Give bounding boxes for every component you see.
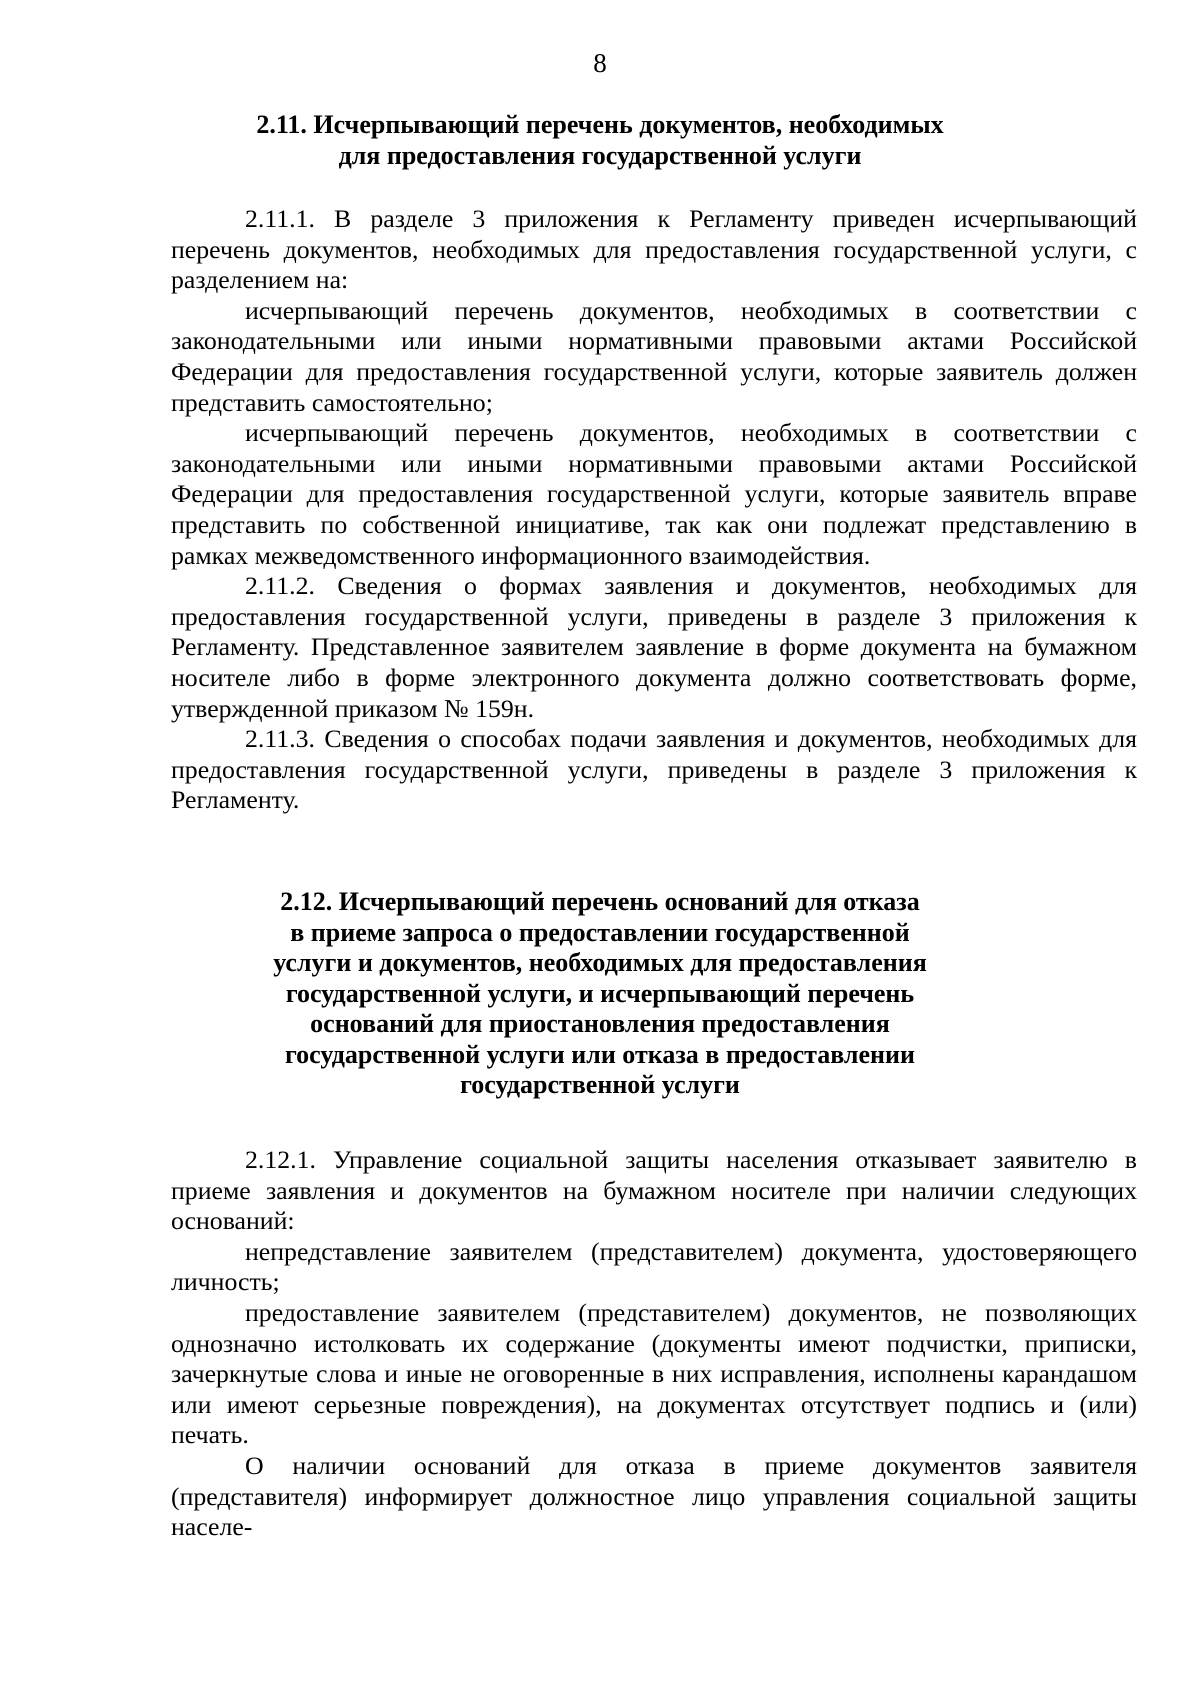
- list-item-optional-documents: исчерпывающий перечень документов, необходимых в соответствии с законодательными или иными нормативными правовыми актами Российской Федерации для предоставления государственной услуги, которые заявитель вправе представить по собственной инициативе, так как они подлежат представлению в рамках межведомственного информационного взаимодействия.: [171, 418, 1137, 570]
- section-heading-2-12: [0, 887, 1200, 1101]
- heading-line: оснований для приостановления предоставления: [310, 1009, 890, 1038]
- paragraph-2-11-1: 2.11.1. В разделе 3 приложения к Регламенту приведен исчерпывающий перечень документов, необходимых для предоставления государственной услуги, с разделением на:: [171, 204, 1137, 295]
- list-item-mandatory-documents: исчерпывающий перечень документов, необходимых в соответствии с законодательными или иными нормативными правовыми актами Российской Федерации для предоставления государственной услуги, которые заявитель должен представить самостоятельно;: [171, 295, 1137, 417]
- paragraph-2-11-3: 2.11.3. Сведения о способах подачи заявления и документов, необходимых для предоставления государственной услуги, приведены в разделе 3 приложения к Регламенту.: [171, 724, 1137, 815]
- paragraph-2-11-2: 2.11.2. Сведения о формах заявления и документов, необходимых для предоставления государственной услуги, приведены в разделе 3 приложения к Регламенту. Представленное заявителем заявление в форме документа на бумажном носителе либо в форме электронного документа должно соответствовать форме, утвержденной приказом № 159н.: [171, 571, 1137, 723]
- section-heading-2-11: [0, 110, 1200, 171]
- heading-line: услуги и документов, необходимых для предоставления: [273, 948, 927, 977]
- heading-line: в приеме запроса о предоставлении государственной: [290, 917, 910, 947]
- heading-line: 2.12. Исчерпывающий перечень оснований для отказа: [280, 887, 920, 916]
- page-number: 8: [593, 48, 607, 78]
- heading-line: 2.11. Исчерпывающий перечень документов, необходимых: [256, 110, 944, 139]
- heading-line: государственной услуги: [460, 1070, 740, 1099]
- paragraph-2-12-1: 2.12.1. Управление социальной защиты населения отказывает заявителю в приеме заявления и документов на бумажном носителе при наличии следующих оснований:: [171, 1145, 1137, 1236]
- paragraph-refusal-notification: О наличии оснований для отказа в приеме документов заявителя (представителя) информирует должностное лицо управления социальной защиты населе-: [171, 1450, 1137, 1542]
- section-body-2-11: [171, 204, 1137, 816]
- heading-line: государственной услуги, и исчерпывающий перечень: [285, 978, 915, 1008]
- section-body-2-12: [171, 1145, 1137, 1543]
- heading-line: для предоставления государственной услуги: [338, 140, 862, 170]
- heading-line: государственной услуги или отказа в предоставлении: [284, 1039, 916, 1069]
- list-item-defective-documents: предоставление заявителем (представителем) документов, не позволяющих однозначно истолковать их содержание (документы имеют подчистки, приписки, зачеркнутые слова и иные не оговоренные в них исправления, исполнены карандашом или имеют серьезные повреждения), на документах отсутствует подпись и (или) печать.: [171, 1297, 1137, 1450]
- list-item-no-identity-document: непредставление заявителем (представителем) документа, удостоверяющего личность;: [171, 1236, 1137, 1297]
